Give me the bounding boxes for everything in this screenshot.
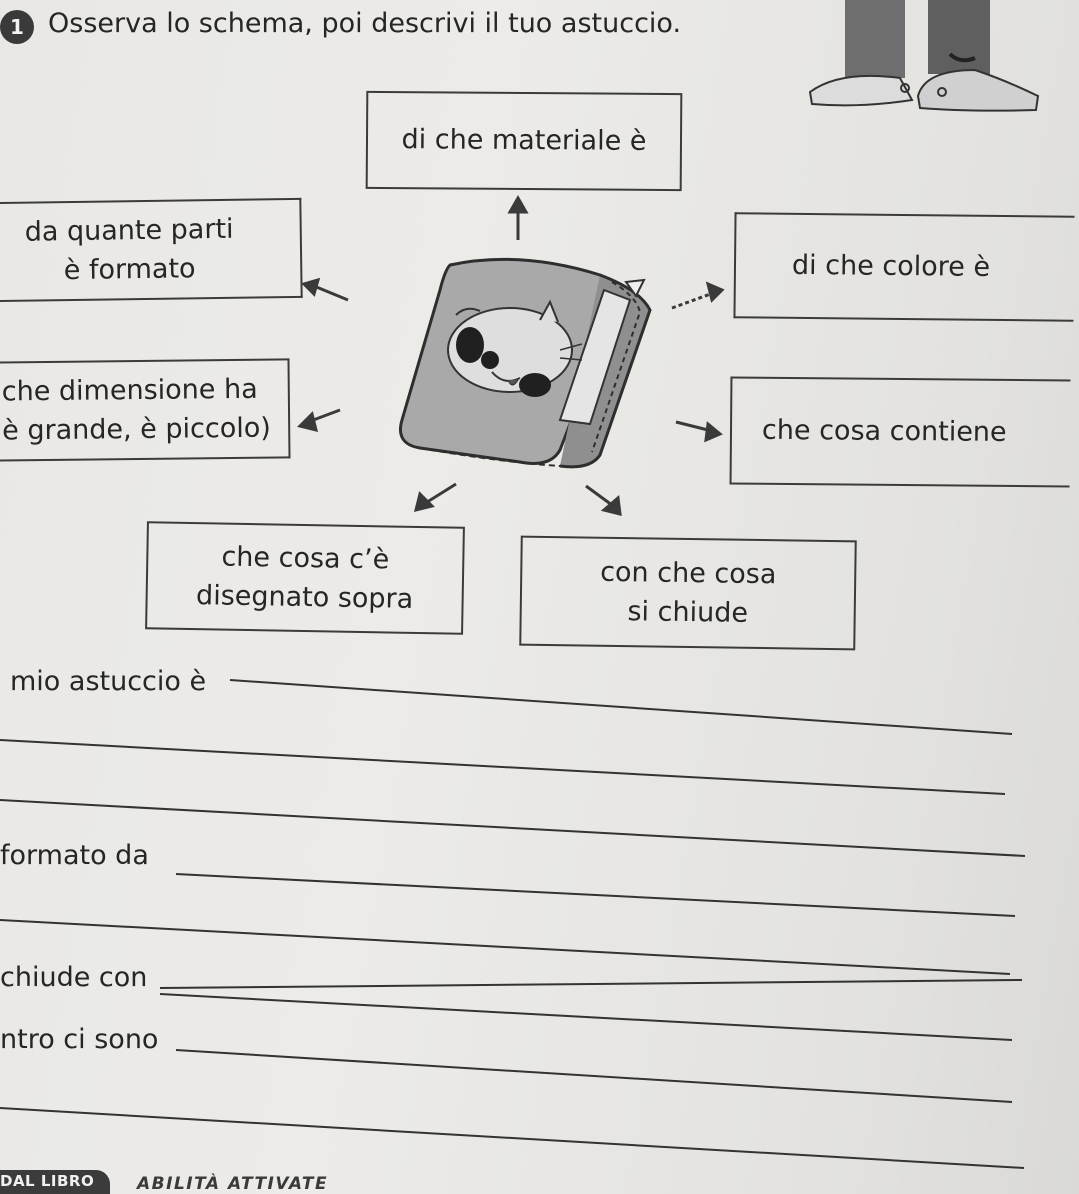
writing-prompt-1: mio astuccio è bbox=[10, 666, 207, 697]
exercise-instruction: Osserva lo schema, poi descrivi il tuo astuccio. bbox=[48, 8, 682, 39]
question-size-line-2: è grande, è piccolo) bbox=[2, 412, 271, 447]
writing-prompt-4: ntro ci sono bbox=[0, 1024, 159, 1055]
footer-text: ABILITÀ ATTIVATE bbox=[137, 1174, 329, 1194]
question-contents: che cosa contiene bbox=[761, 415, 1007, 449]
exercise-number: 1 bbox=[0, 10, 34, 44]
question-material: di che materiale è bbox=[401, 124, 647, 158]
question-parts-line-2: è formato bbox=[63, 253, 196, 287]
question-drawing-line-2: disegnato sopra bbox=[195, 580, 414, 615]
question-size-line-1: che dimensione ha bbox=[1, 373, 258, 408]
footer-badge: DAL LIBRO bbox=[0, 1170, 110, 1194]
writing-prompt-2: formato da bbox=[0, 840, 149, 871]
writing-prompt-3: chiude con bbox=[0, 962, 148, 993]
writing-lines bbox=[0, 680, 1025, 1168]
question-closure-line-1: con che cosa bbox=[599, 556, 777, 591]
question-closure-line-2: si chiude bbox=[627, 596, 749, 629]
question-parts-line-1: da quante parti bbox=[24, 213, 234, 248]
question-drawing-line-1: che cosa c’è bbox=[221, 541, 390, 576]
pencil-case-illustration bbox=[400, 259, 650, 466]
question-color: di che colore è bbox=[791, 250, 991, 284]
